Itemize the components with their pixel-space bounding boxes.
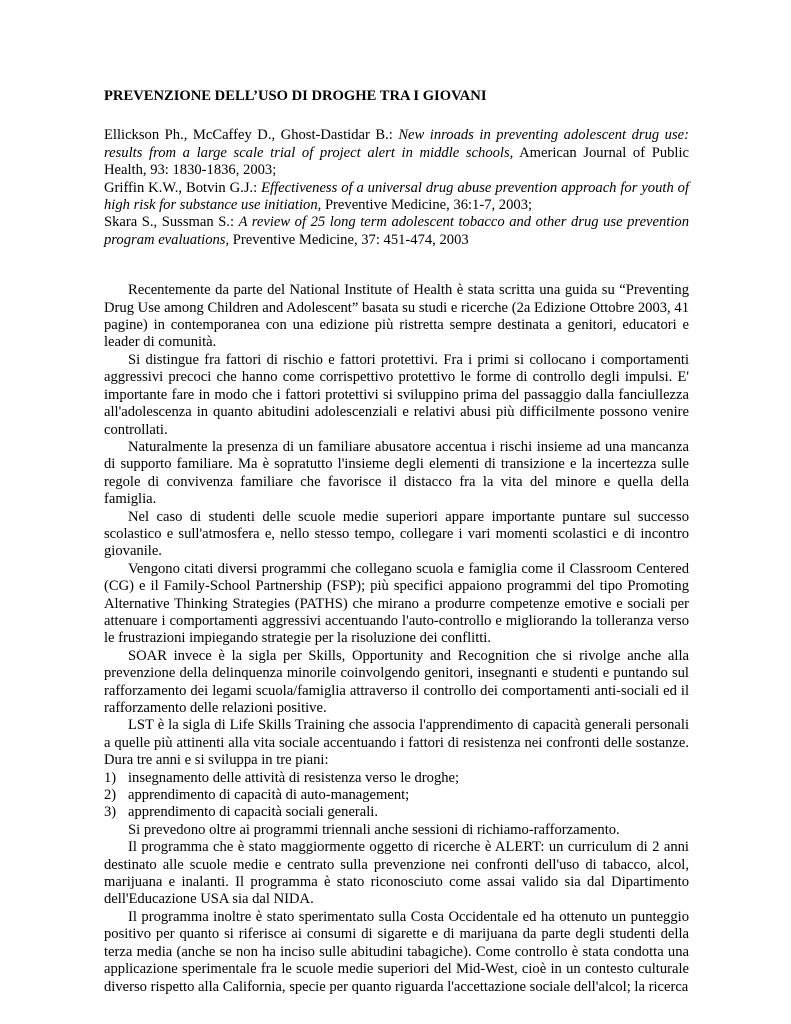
body-paragraph: LST è la sigla di Life Skills Training che associa l'apprendimento di capacità generali personali a quelle più attinenti alla vita sociale accentuando i fattori di resistenza nei confronti delle sostanze. Dura tre anni e si sviluppa in tre piani: — [104, 717, 689, 769]
reference-title: New inroads in preventing adolescent drug use: results from a large scale trial of project alert in middle schools, — [104, 127, 689, 161]
list-number: 1) — [104, 769, 117, 786]
body-paragraph: Nel caso di studenti delle scuole medie superiori appare importante puntare sul successo scolastico e sull'atmosfera e, nello stesso tempo, collegare i vari momenti scolastici e di incontro giovanile. — [104, 508, 689, 560]
reference-item — [104, 180, 689, 215]
reference-source: American Journal of Public Health, 93: 1830-1836, 2003; — [104, 144, 690, 179]
reference-source: , Preventive Medicine, 36:1-7, 2003; — [317, 197, 533, 214]
references — [104, 127, 689, 249]
numbered-list — [104, 770, 689, 822]
reference-source: , Preventive Medicine, 37: 451-474, 2003 — [225, 231, 469, 248]
reference-title: A review of 25 long term adolescent tobacco and other drug use prevention program evaluations — [104, 214, 690, 248]
list-item — [104, 770, 689, 787]
list-number: 3) — [104, 804, 117, 821]
reference-item — [104, 127, 689, 179]
reference-item — [104, 214, 689, 249]
reference-title: Effectiveness of a universal drug abuse prevention approach for youth of high risk for substance use initiation — [104, 179, 689, 214]
list-number: 2) — [104, 787, 117, 804]
list-text: apprendimento di capacità sociali generali. — [128, 804, 379, 821]
body-paragraph: SOAR invece è la sigla per Skills, Opportunity and Recognition che si rivolge anche alla prevenzione della delinquenza minorile coinvolgendo genitori, insegnanti e studenti e puntando sul rafforzamento dei legami scuola/famiglia attraverso il controllo dei comportamenti anti-sociali ed il rafforzamento delle relazioni positive. — [104, 647, 689, 716]
document-page — [104, 88, 689, 996]
document-body — [104, 282, 689, 996]
reference-authors: Skara S., Sussman S.: — [104, 214, 239, 231]
reference-authors: Griffin K.W., Botvin G.J.: — [104, 179, 262, 196]
list-text: insegnamento delle attività di resistenza verso le droghe; — [128, 769, 460, 786]
document-title: PREVENZIONE DELL’USO DI DROGHE TRA I GIOVANI — [104, 88, 487, 104]
list-item — [104, 787, 689, 804]
body-paragraph: Vengono citati diversi programmi che collegano scuola e famiglia come il Classroom Centered (CG) e il Family-School Partnership (FSP); più specifici appaiono programmi del tipo Promoting Alternative Thinking Strategies (PATHS) che mirano a produrre competenze emotive e sociali per attenuare i comportamenti aggressivi accentuando l'auto-controllo e migliorando la tolleranza verso le frustrazioni impiegando strategie per la risoluzione dei conflitti. — [104, 560, 689, 647]
body-paragraph: Si distingue fra fattori di rischio e fattori protettivi. Fra i primi si collocano i comportamenti aggressivi precoci che hanno come corrispettivo protettivo le forme di controllo degli impulsi. E' importante fare in modo che i fattori protettivi si sviluppino prima del passaggio dalla fanciullezza all'adolescenza in quanto abitudini adolescenziali e relativi abusi più difficilmente possono venire controllati. — [104, 351, 689, 438]
list-text: apprendimento di capacità di auto-management; — [128, 787, 410, 804]
reference-authors: Ellickson Ph., McCaffey D., Ghost-Dastidar B.: — [104, 127, 399, 144]
body-paragraph: Il programma che è stato maggiormente oggetto di ricerche è ALERT: un curriculum di 2 anni destinato alle scuole medie e centrato sulla prevenzione nei confronti dell'uso di tabacco, alcol, marijuana e inalanti. Il programma è stato riconosciuto come assai valido sia dal Dipartimento dell'Educazione USA sia dal NIDA. — [104, 839, 689, 908]
body-paragraph: Il programma inoltre è stato sperimentato sulla Costa Occidentale ed ha ottenuto un punteggio positivo per quanto si riferisce ai consumi di sigarette e di marijuana da parte degli studenti della terza media (anche se non ha inciso sulle abitudini tabagiche). Come controllo è stata condotta una applicazione sperimentale fra le scuole medie superiori del Mid-West, cioè in un contesto culturale diverso rispetto alla California, specie per quanto riguarda l'accettazione sociale dell'alcol; la ricerca — [104, 908, 689, 995]
body-paragraph: Recentemente da parte del National Institute of Health è stata scritta una guida su “Preventing Drug Use among Children and Adolescent” basata su studi e ricerche (2a Edizione Ottobre 2003, 41 pagine) in contemporanea con una edizione più ristretta sempre destinata a genitori, educatori e leader di comunità. — [104, 282, 689, 351]
body-paragraph: Naturalmente la presenza di un familiare abusatore accentua i rischi insieme ad una mancanza di supporto familiare. Ma è sopratutto l'insieme degli elementi di transizione e la incertezza sulle regole di convivenza familiare che favorisce il distacco fra la vita del minore e quella della famiglia. — [104, 438, 689, 508]
body-paragraph: Si prevedono oltre ai programmi triennali anche sessioni di richiamo-rafforzamento. — [128, 821, 620, 838]
list-item — [104, 804, 689, 821]
